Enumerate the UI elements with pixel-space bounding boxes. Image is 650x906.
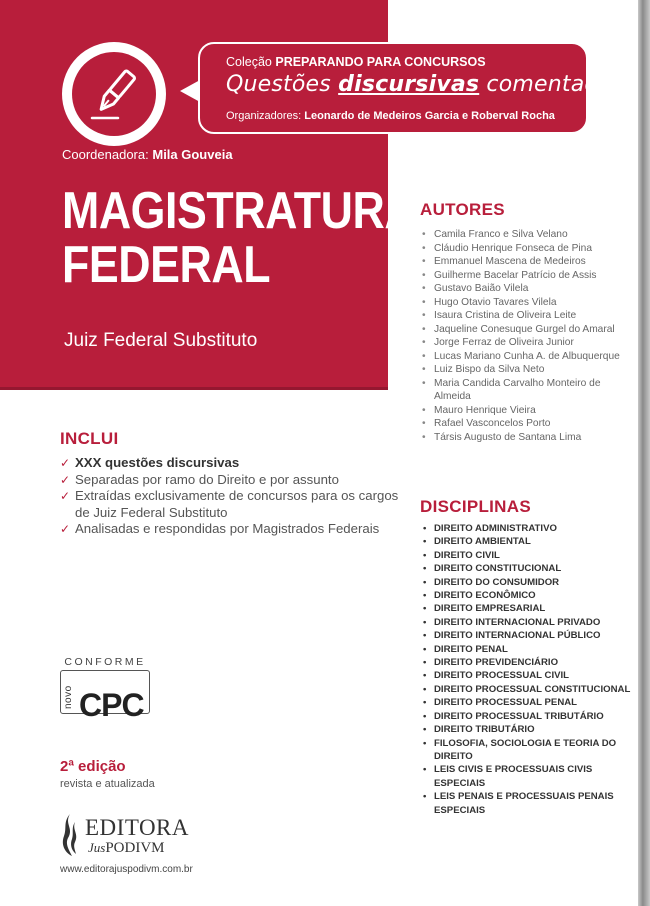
list-item: • LEIS CIVIS E PROCESSUAIS CIVIS ESPECIAIS [422, 763, 632, 790]
disciplinas-heading: DISCIPLINAS [420, 497, 531, 516]
list-item: ✓ Analisadas e respondidas por Magistrados Federais [60, 521, 380, 536]
list-item: • Jorge Ferraz de Oliveira Junior [420, 336, 630, 350]
edition-number: 2ª edição [60, 758, 126, 775]
list-item: • Rafael Vasconcelos Porto [420, 417, 630, 431]
cpc-badge-side: novo [63, 685, 74, 709]
cpc-badge-main: CPC [79, 687, 144, 723]
list-item: • Cláudio Henrique Fonseca de Pina [420, 242, 630, 256]
list-item: • DIREITO CIVIL [422, 549, 632, 562]
list-item: • Guilherme Bacelar Patrício de Assis [420, 269, 630, 283]
cpc-badge-top: CONFORME [64, 656, 146, 668]
book-title [62, 184, 416, 292]
check-icon: ✓ [60, 522, 71, 536]
banner-pointer [180, 80, 200, 102]
check-icon: ✓ [60, 456, 71, 470]
list-item: • DIREITO PROCESSUAL TRIBUTÁRIO [422, 710, 632, 723]
list-item: • DIREITO DO CONSUMIDOR [422, 576, 632, 589]
list-item: • DIREITO PROCESSUAL PENAL [422, 696, 632, 709]
cpc-badge [60, 656, 150, 723]
list-item: • DIREITO EMPRESARIAL [422, 602, 632, 615]
list-item: • Társis Augusto de Santana Lima [420, 431, 630, 445]
list-item: • DIREITO PROCESSUAL CONSTITUCIONAL [422, 683, 632, 696]
list-item: • Isaura Cristina de Oliveira Leite [420, 309, 630, 323]
list-item: • DIREITO AMBIENTAL [422, 535, 632, 548]
list-item: • DIREITO INTERNACIONAL PÚBLICO [422, 629, 632, 642]
list-item: • DIREITO INTERNACIONAL PRIVADO [422, 616, 632, 629]
autores-heading: AUTORES [420, 200, 505, 219]
autores-list [420, 228, 630, 444]
book-title-line1: MAGISTRATURA [62, 182, 417, 240]
disciplinas-list [422, 522, 632, 817]
check-icon: ✓ [60, 472, 71, 487]
collection-banner [198, 42, 624, 134]
coordinator-line: Coordenadora: Mila Gouveia [62, 147, 233, 162]
book-subtitle: Juiz Federal Substituto [64, 330, 258, 351]
list-item: ✓ XXX questões discursivas [60, 455, 240, 470]
collection-line: Coleção PREPARANDO PARA CONCURSOS [226, 55, 486, 69]
list-item: ✓ Separadas por ramo do Direito e por assunto [60, 471, 339, 487]
publisher-name: EDITORA [85, 815, 190, 840]
list-item: • DIREITO ECONÔMICO [422, 589, 632, 602]
publisher-subname: JusPODIVM [88, 840, 165, 856]
list-item: • DIREITO CONSTITUCIONAL [422, 562, 632, 575]
list-item: • LEIS PENAIS E PROCESSUAIS PENAIS ESPECIAIS [422, 790, 632, 817]
list-item: • Jaqueline Conesuque Gurgel do Amaral [420, 323, 630, 337]
list-item: • Mauro Henrique Vieira [420, 404, 630, 418]
list-item: • Gustavo Baião Vilela [420, 282, 630, 296]
list-item: • DIREITO PREVIDENCIÁRIO [422, 656, 632, 669]
check-icon: ✓ [60, 489, 71, 503]
publisher-flame-icon [60, 812, 82, 863]
cover-edge [638, 0, 650, 906]
organizers-line: Organizadores: Leonardo de Medeiros Garcia e Roberval Rocha [226, 110, 555, 122]
pen-nib-icon [72, 52, 156, 136]
edition-note: revista e atualizada [60, 778, 155, 790]
list-item: • Hugo Otavio Tavares Vilela [420, 296, 630, 310]
list-item: • DIREITO PROCESSUAL CIVIL [422, 669, 632, 682]
book-title-line2: FEDERAL [62, 236, 271, 294]
list-item: • Luiz Bispo da Silva Neto [420, 363, 630, 377]
list-item: • Camila Franco e Silva Velano [420, 228, 630, 242]
publisher-website: www.editorajuspodivm.com.br [60, 864, 193, 875]
inclui-heading: INCLUI [60, 429, 119, 448]
list-item: • DIREITO TRIBUTÁRIO [422, 723, 632, 736]
list-item: • DIREITO PENAL [422, 643, 632, 656]
cpc-badge-box [60, 670, 150, 723]
list-item: • Maria Candida Carvalho Monteiro de Almeida [420, 377, 630, 404]
list-item: • Emmanuel Mascena de Medeiros [420, 255, 630, 269]
series-name: Questões discursivas comentadas [226, 72, 624, 97]
list-item: • DIREITO ADMINISTRATIVO [422, 522, 632, 535]
list-item: • FILOSOFIA, SOCIOLOGIA E TEORIA DO DIREITO [422, 737, 632, 764]
list-item: • Lucas Mariano Cunha A. de Albuquerque [420, 350, 630, 364]
list-item: ✓ Extraídas exclusivamente de concursos para os cargos de Juiz Federal Substituto [60, 488, 399, 520]
inclui-list [60, 455, 400, 538]
series-logo [62, 42, 166, 146]
